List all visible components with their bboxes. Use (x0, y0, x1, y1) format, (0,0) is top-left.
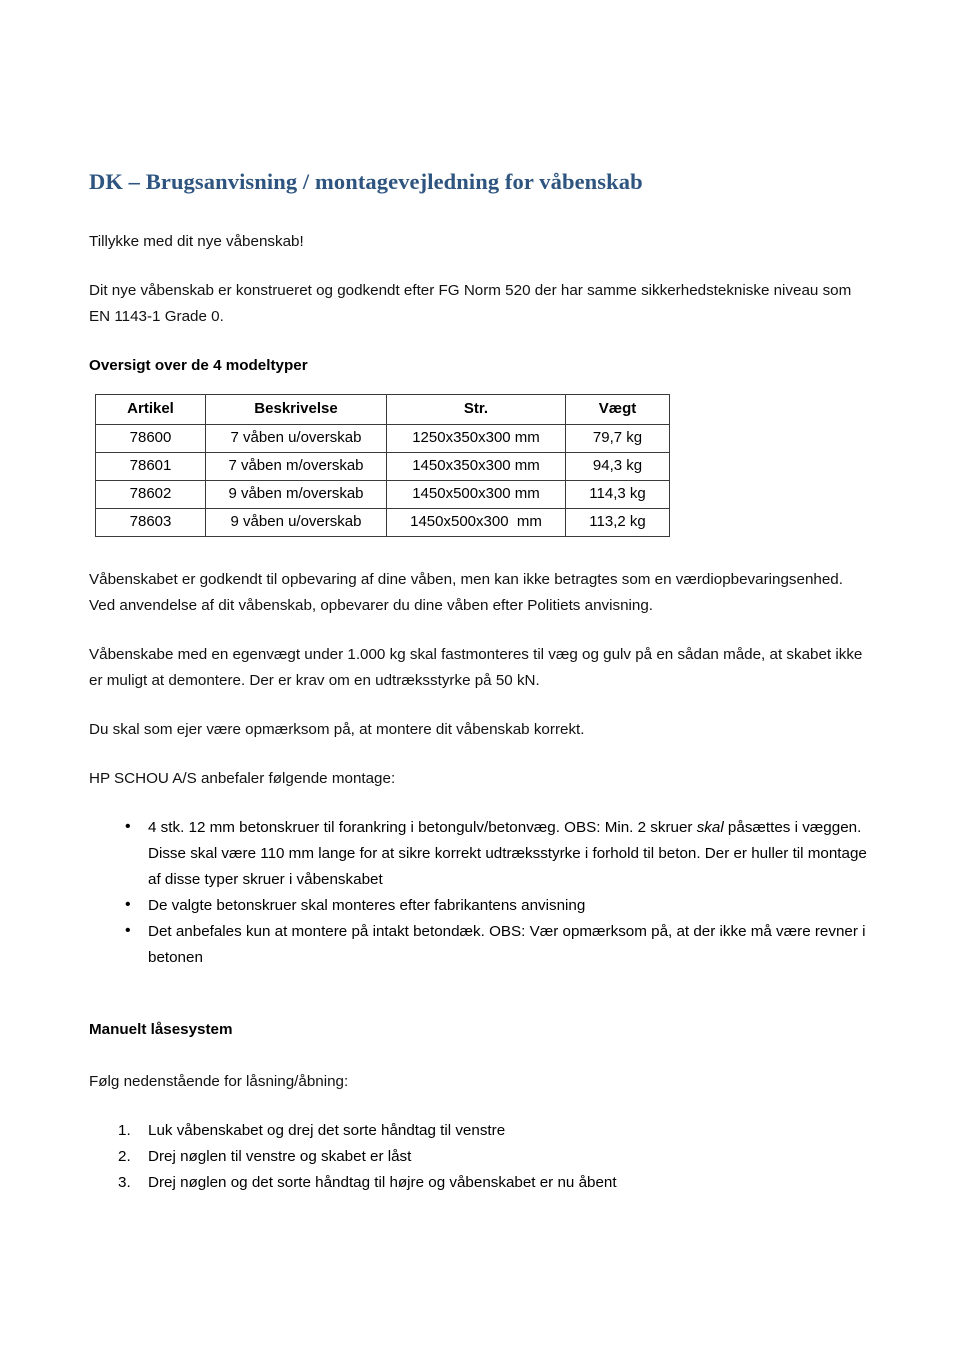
bullet-text-emphasis: skal (696, 819, 724, 836)
table-row (96, 453, 670, 481)
lock-steps-list (89, 1118, 871, 1196)
table-row (96, 509, 670, 537)
document-content (89, 168, 871, 1196)
bullet-text-part1: Det anbefales kun at montere på intakt betondæk. OBS: Vær opmærksom på, at der ikke må være revner i betonen (148, 923, 866, 966)
bullet-text-part1: De valgte betonskruer skal monteres efter fabrikantens anvisning (148, 897, 586, 914)
cell-beskrivelse: 9 våben u/overskab (206, 509, 387, 537)
list-item (89, 815, 871, 893)
cell-beskrivelse: 7 våben m/overskab (206, 453, 387, 481)
column-header-artikel: Artikel (96, 395, 206, 425)
cell-artikel: 78602 (96, 481, 206, 509)
mounting-bullet-list (89, 815, 871, 971)
bullet-text-part1: 4 stk. 12 mm betonskruer til forankring i betongulv/betonvæg. OBS: Min. 2 skruer (148, 819, 697, 836)
cell-beskrivelse: 9 våben m/overskab (206, 481, 387, 509)
table-row (96, 481, 670, 509)
cell-str: 1250x350x300 mm (387, 425, 566, 453)
cell-vaegt: 114,3 kg (566, 481, 670, 509)
greeting-paragraph: Tillykke med dit nye våbenskab! (89, 233, 304, 250)
list-item (89, 919, 871, 971)
list-item: Luk våbenskabet og drej det sorte håndtag til venstre (148, 1122, 506, 1139)
cell-beskrivelse: 7 våben u/overskab (206, 425, 387, 453)
cell-str: 1450x350x300 mm (387, 453, 566, 481)
list-item: Drej nøglen og det sorte håndtag til højre og våbenskabet er nu åbent (148, 1174, 617, 1191)
column-header-str: Str. (387, 395, 566, 425)
cell-artikel: 78603 (96, 509, 206, 537)
page-title: DK – Brugsanvisning / montagevejledning for våbenskab (89, 169, 643, 194)
mounting-requirement-paragraph: Våbenskabe med en egenvægt under 1.000 kg skal fastmonteres til væg og gulv på en sådan måde, at skabet ikke er muligt at demontere. Der er krav om en udtræksstyrke på 50 kN. (89, 646, 863, 689)
standard-paragraph: Dit nye våbenskab er konstrueret og godkendt efter FG Norm 520 der har samme sikkerhedstekniske niveau som EN 1143-1 Grade 0. (89, 282, 852, 325)
cell-str: 1450x500x300 mm (387, 509, 566, 537)
owner-responsibility-paragraph: Du skal som ejer være opmærksom på, at montere dit våbenskab korrekt. (89, 721, 585, 738)
models-section-heading: Oversigt over de 4 modeltyper (89, 357, 308, 374)
cell-vaegt: 94,3 kg (566, 453, 670, 481)
table-header-row (96, 395, 670, 425)
column-header-vaegt: Vægt (566, 395, 670, 425)
recommendation-intro-paragraph: HP SCHOU A/S anbefaler følgende montage: (89, 770, 396, 787)
cell-artikel: 78600 (96, 425, 206, 453)
bullet-text-part2: påsættes i væggen. Disse skal være 110 mm lange for at sikre korrekt udtræksstyrke i forhold til beton. Der er huller til montage af disse typer skruer i våbenskabet (148, 819, 867, 888)
list-item: Drej nøglen til venstre og skabet er låst (148, 1148, 412, 1165)
cell-str: 1450x500x300 mm (387, 481, 566, 509)
cell-artikel: 78601 (96, 453, 206, 481)
list-item (89, 893, 871, 919)
approval-paragraph: Våbenskabet er godkendt til opbevaring af dine våben, men kan ikke betragtes som en værdiopbevaringsenhed. Ved anvendelse af dit våbenskab, opbevarer du dine våben efter Politiets anvisning. (89, 571, 843, 614)
section-spacer (89, 971, 871, 1017)
lock-section-heading: Manuelt låsesystem (89, 1021, 233, 1038)
models-table (95, 394, 670, 537)
column-header-beskrivelse: Beskrivelse (206, 395, 387, 425)
cell-vaegt: 113,2 kg (566, 509, 670, 537)
cell-vaegt: 79,7 kg (566, 425, 670, 453)
lock-intro-paragraph: Følg nedenstående for låsning/åbning: (89, 1073, 349, 1090)
spacer (89, 1058, 871, 1069)
table-row (96, 425, 670, 453)
